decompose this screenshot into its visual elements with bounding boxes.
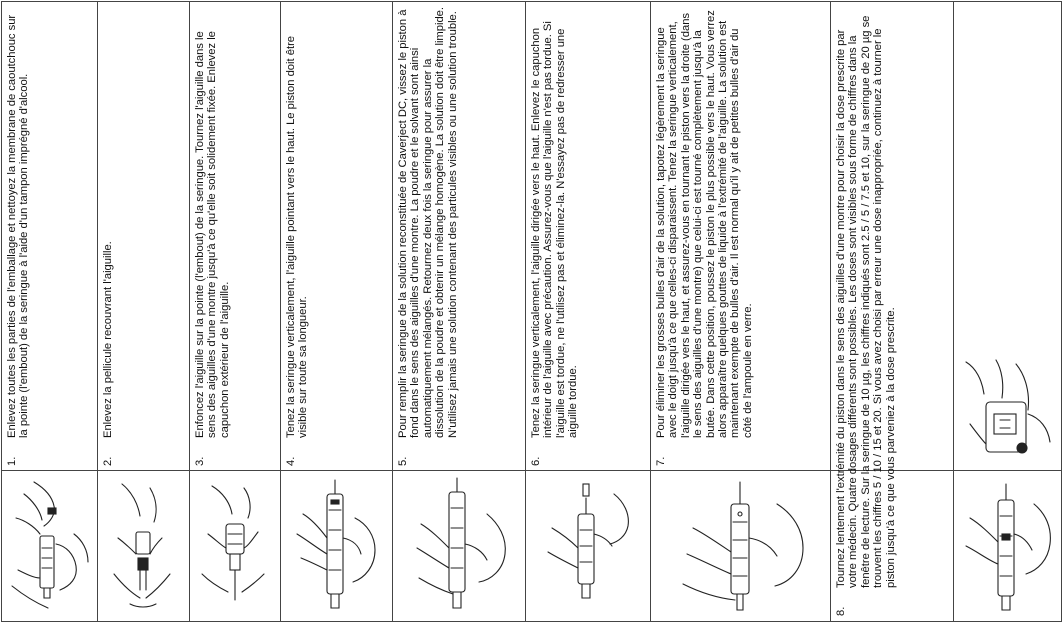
- step-5-cell: [397, 6, 523, 466]
- step-number: 6.: [530, 456, 542, 466]
- step-3-cell: [194, 6, 278, 466]
- illustration-mix-solution: [395, 474, 523, 618]
- step-number: 4.: [285, 456, 297, 466]
- step-4-cell: [285, 6, 389, 466]
- illustration-dose-window: [956, 354, 1060, 466]
- step-7-cell: [655, 6, 827, 466]
- step-text: Enfoncez l'aiguille sur la pointe (l'embout) de la seringue. Tournez l'aiguille dans le sens des aiguilles d'une montre jusqu'à ce qu'elle soit solidement fixée. Enlevez le capuchon extérieur de l'aiguille.: [194, 31, 231, 438]
- illustration-peel-needle: [100, 474, 187, 618]
- step-text: Tenez la seringue verticalement, l'aiguille pointant vers le haut. Le piston doit être visible sur toute sa longueur.: [285, 35, 310, 438]
- step-8-cell: [835, 6, 951, 616]
- step-text: Pour remplir la seringue de la solution reconstituée de Caverject DC, vissez le piston à fond dans le sens des aiguilles d'une montre. La poudre et le solvant sont ainsi automatiquement mélangés. Retournez deux fois la seringue pour assurer la dissolution de la poudre et obtenir un mélange homogène. La solution doit être limpide. N'utilisez jamais une solution contenant des particules visibles ou une solution trouble.: [397, 6, 459, 438]
- illustration-attach-needle: [192, 474, 278, 618]
- step-text: Tenez la seringue verticalement, l'aiguille dirigée vers le haut. Enlevez le capuchon intérieur de l'aiguille avec précaution. Assurez-vous que l'aiguille n'est pas tordue. Si l'aiguille est tordue, ne l'utilisez pas et éliminez-la. N'essayez pas de redresser une aiguille tordue.: [530, 21, 580, 438]
- illustration-set-dose: [956, 474, 1060, 618]
- step-number: 3.: [194, 456, 206, 466]
- step-1-cell: [6, 6, 94, 466]
- step-number: 8.: [835, 606, 847, 616]
- step-6-cell: [530, 6, 648, 466]
- step-number: 7.: [655, 456, 667, 466]
- illustration-swab-syringe: [4, 474, 95, 618]
- step-text: Tournez lentement l'extrémité du piston dans le sens des aiguilles d'une montre pour choisir la dose prescrite par votre médecin. Quatre dosages différents sont possibles. Les doses sont visibles sous forme de chiffres dans la fenêtre de lecture. Sur la seringue de 10 µg, les chiffres indiqués sont 2.5 / 5 / 7.5 et 10, sur la seringue de 20 µg se trouvent les chiffres 5 / 10 / 15 et 20. Si vous avez choisi par erreur une dose inappropriée, continuez à tourner le piston jusqu'à ce que vous parveniez à la dose prescrite.: [835, 15, 897, 588]
- step-number: 5.: [397, 456, 409, 466]
- step-number: 1.: [6, 456, 18, 466]
- illustration-tap-bubbles: [653, 474, 828, 618]
- step-text: Enlevez toutes les parties de l'emballage et nettoyez la membrane de caoutchouc sur la pointe (l'embout) de la seringue à l'aide d'un tampon imprégné d'alcool.: [6, 14, 31, 438]
- step-text: Enlevez la pellicule recouvrant l'aiguille.: [102, 241, 114, 438]
- step-2-cell: [102, 6, 186, 466]
- illustration-hold-vertical: [283, 474, 390, 618]
- step-text: Pour éliminer les grosses bulles d'air de la solution, tapotez légèrement la seringue avec le doigt jusqu'à ce que celles-ci disparaissent. Tenez la seringue verticalement, l'aiguille dirigée vers le haut, et assurez-vous en tournant le piston vers la droite (dans le sens des aiguilles d'une montre) que celui-ci est tourné complètement jusqu'à la butée. Dans cette position, poussez le piston le plus possible vers le haut. Vous verrez alors apparaître quelques gouttes de liquide à l'extrémité de l'aiguille. La solution est maintenant exempte de bulles d'air. Il est normal qu'il y ait de petites bulles d'air du côté de l'ampoule en verre.: [655, 10, 754, 438]
- step-number: 2.: [102, 456, 114, 466]
- illustration-remove-cap: [528, 474, 648, 618]
